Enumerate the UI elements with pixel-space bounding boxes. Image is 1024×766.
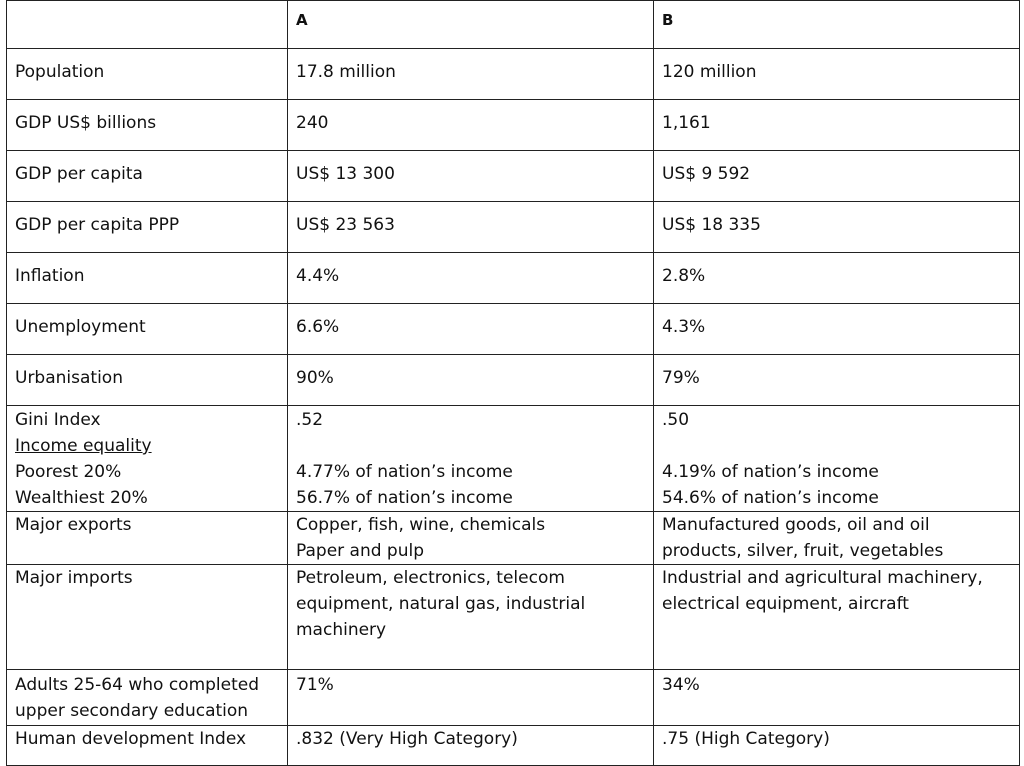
wealthiest-label: Wealthiest 20%	[15, 488, 148, 508]
gini-label: Gini Index	[15, 410, 101, 430]
table-row	[7, 49, 1020, 100]
hdi-label: Human development Index	[7, 726, 288, 766]
header-empty	[7, 1, 288, 49]
imports-a-cell	[288, 565, 654, 670]
header-row	[7, 1, 1020, 49]
exports-b-cell	[654, 512, 1020, 565]
row-label: Unemployment	[7, 304, 288, 355]
education-label-cell	[7, 670, 288, 726]
exports-row	[7, 512, 1020, 565]
header-a: A	[288, 1, 654, 49]
cell-b: 2.8%	[654, 253, 1020, 304]
table-row	[7, 355, 1020, 406]
gini-a-wealthiest: 56.7% of nation’s income	[296, 488, 513, 508]
gini-label-cell	[7, 406, 288, 512]
table-row	[7, 253, 1020, 304]
gini-a-value: .52	[296, 410, 324, 430]
cell-a: US$ 13 300	[288, 151, 654, 202]
row-label: GDP per capita PPP	[7, 202, 288, 253]
gini-b-poorest: 4.19% of nation’s income	[662, 462, 879, 482]
cell-b: US$ 9 592	[654, 151, 1020, 202]
row-label: Inflation	[7, 253, 288, 304]
poorest-label: Poorest 20%	[15, 462, 122, 482]
header-b: B	[654, 1, 1020, 49]
table-row	[7, 100, 1020, 151]
education-b: 34%	[654, 670, 1020, 726]
hdi-a: .832 (Very High Category)	[288, 726, 654, 766]
gini-b-value: .50	[662, 410, 690, 430]
gini-a-poorest: 4.77% of nation’s income	[296, 462, 513, 482]
row-label: Population	[7, 49, 288, 100]
comparison-table	[6, 0, 1020, 766]
education-a: 71%	[288, 670, 654, 726]
imports-b-cell	[654, 565, 1020, 670]
row-label: GDP US$ billions	[7, 100, 288, 151]
cell-a: US$ 23 563	[288, 202, 654, 253]
education-row	[7, 670, 1020, 726]
imports-b-line: Industrial and agricultural machinery,	[662, 568, 983, 588]
imports-a-line: machinery	[296, 620, 387, 640]
row-label: GDP per capita	[7, 151, 288, 202]
cell-b: 4.3%	[654, 304, 1020, 355]
gini-row	[7, 406, 1020, 512]
cell-a: 17.8 million	[288, 49, 654, 100]
hdi-row	[7, 726, 1020, 766]
exports-b-line: products, silver, fruit, vegetables	[662, 541, 944, 561]
imports-a-line: equipment, natural gas, industrial	[296, 594, 586, 614]
cell-b: 79%	[654, 355, 1020, 406]
gini-a-cell	[288, 406, 654, 512]
cell-a: 90%	[288, 355, 654, 406]
income-equality-label: Income equality	[15, 436, 152, 456]
education-label-line: upper secondary education	[15, 701, 249, 721]
cell-b: 120 million	[654, 49, 1020, 100]
cell-a: 240	[288, 100, 654, 151]
education-label-line: Adults 25-64 who completed	[15, 675, 260, 695]
cell-b: US$ 18 335	[654, 202, 1020, 253]
gini-b-wealthiest: 54.6% of nation’s income	[662, 488, 879, 508]
hdi-b: .75 (High Category)	[654, 726, 1020, 766]
cell-a: 6.6%	[288, 304, 654, 355]
imports-row	[7, 565, 1020, 670]
table-row	[7, 202, 1020, 253]
row-label: Urbanisation	[7, 355, 288, 406]
exports-label: Major exports	[7, 512, 288, 565]
cell-b: 1,161	[654, 100, 1020, 151]
imports-a-line: Petroleum, electronics, telecom	[296, 568, 565, 588]
exports-b-line: Manufactured goods, oil and oil	[662, 515, 930, 535]
imports-label: Major imports	[7, 565, 288, 670]
table-row	[7, 304, 1020, 355]
exports-a-cell	[288, 512, 654, 565]
cell-a: 4.4%	[288, 253, 654, 304]
imports-b-line: electrical equipment, aircraft	[662, 594, 909, 614]
gini-b-cell	[654, 406, 1020, 512]
table-row	[7, 151, 1020, 202]
exports-a-line: Paper and pulp	[296, 541, 425, 561]
exports-a-line: Copper, fish, wine, chemicals	[296, 515, 546, 535]
